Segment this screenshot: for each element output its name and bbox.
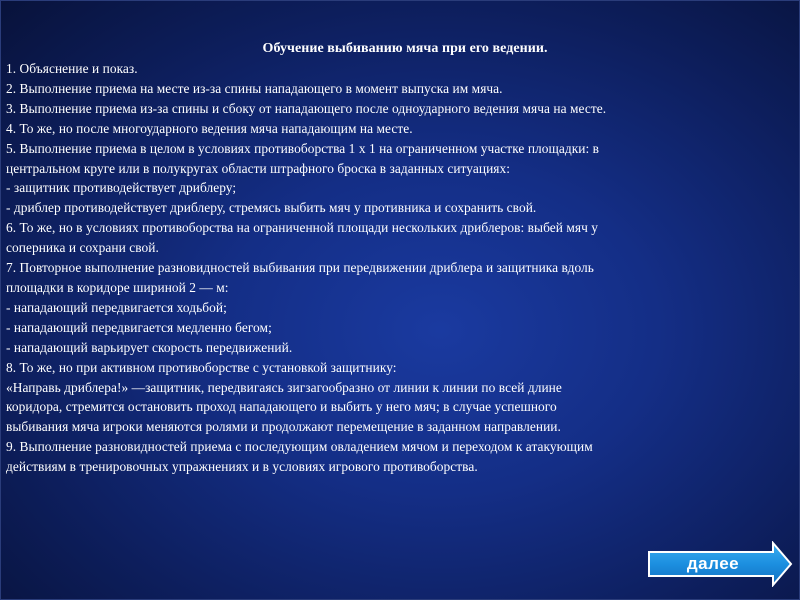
content-line: - нападающий передвигается ходьбой; — [6, 299, 227, 315]
content-line: соперника и сохрани свой. — [6, 240, 159, 256]
content-line: выбивания мяча игроки меняются ролями и продолжают перемещение в заданном направлении. — [6, 419, 561, 435]
content-line: 7. Повторное выполнение разновидностей выбивания при передвижении дриблера и защитника вдоль — [6, 260, 594, 276]
content-line: центральном круге или в полукругах области штрафного броска в заданных ситуациях: — [6, 160, 511, 176]
next-button-label: далее — [686, 554, 740, 573]
content-line: площадки в коридоре шириной 2 — м: — [6, 279, 229, 295]
content-line: 6. То же, но в условиях противоборства на ограниченной площади нескольких дриблеров: выбей мяч у — [6, 220, 599, 236]
content-line: - нападающий варьирует скорость передвижений. — [6, 339, 293, 355]
content-line: - нападающий передвигается медленно бегом; — [6, 319, 272, 335]
content-line: 2. Выполнение приема на месте из-за спины нападающего в момент выпуска им мяча. — [6, 80, 503, 96]
slide-title: Обучение выбиванию мяча при его ведении. — [262, 41, 548, 56]
content-line: - защитник противодействует дриблеру; — [6, 180, 237, 196]
content-line: действиям в тренировочных упражнениях и в условиях игрового противоборства. — [6, 459, 478, 475]
content-line: 8. То же, но при активном противоборстве с установкой защитнику: — [6, 359, 397, 375]
content-line: 3. Выполнение приема из-за спины и сбоку от нападающего после одноударного ведения мяча на месте. — [6, 100, 607, 116]
content-line: «Направь дриблера!» —защитник, передвигаясь зигзагообразно от линии к линии по всей длине — [6, 379, 562, 395]
next-button[interactable] — [647, 541, 793, 587]
content-line: - дриблер противодействует дриблеру, стремясь выбить мяч у противника и сохранить свой. — [6, 200, 537, 216]
content-line: 9. Выполнение разновидностей приема с последующим овладением мячом и переходом к атакующим — [6, 439, 593, 455]
content-line: 1. Объяснение и показ. — [6, 61, 138, 76]
content-line: 4. То же, но после многоударного ведения мяча нападающим на месте. — [6, 120, 413, 136]
content-line: 5. Выполнение приема в целом в условиях противоборства 1 х 1 на ограниченном участке площадки: в — [6, 140, 600, 156]
content-line: коридора, стремится остановить проход нападающего и выбить у него мяч; в случае успешного — [6, 399, 557, 415]
slide-content — [6, 39, 794, 477]
